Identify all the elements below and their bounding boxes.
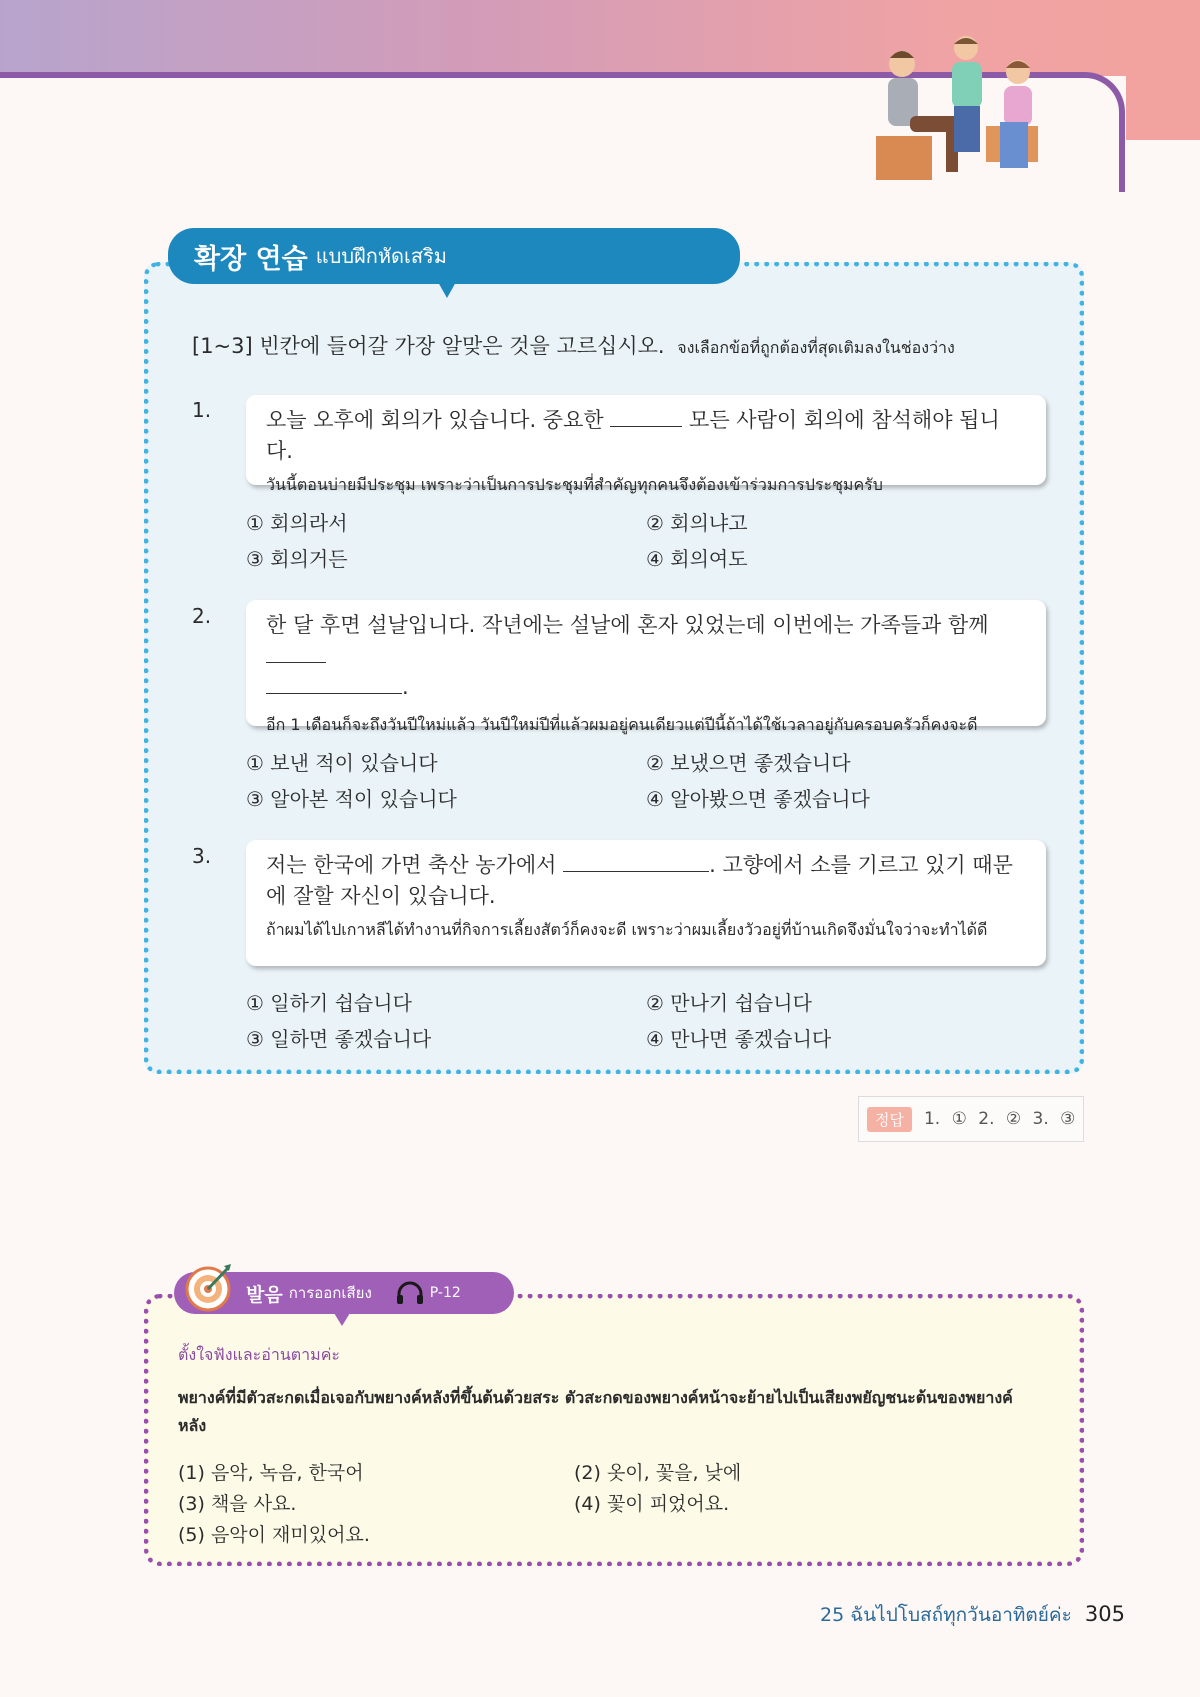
- practice-title-th: แบบฝึกหัดเสริม: [315, 244, 447, 268]
- question-2-number: 2.: [192, 604, 212, 628]
- question-2-translation: อีก 1 เดือนก็จะถึงวันปีใหม่แล้ว วันปีใหม่ปีที่แล้วผมอยู่คนเดียวแต่ปีนี้ถ้าได้ใช้เวลาอยู่กับครอบครัวก็คงจะดี: [266, 715, 978, 734]
- instruction-th: จงเลือกข้อที่ถูกต้องที่สุดเติมลงในช่องว่าง: [677, 338, 955, 357]
- question-1-translation: วันนี้ตอนบ่ายมีประชุม เพราะว่าเป็นการประชุมที่สำคัญทุกคนจึงต้องเข้าร่วมการประชุมครับ: [266, 475, 883, 494]
- question-1-option-4[interactable]: ④ 회의여도: [646, 547, 748, 571]
- pronunciation-item-5: (5) 음악이 재미있어요.: [178, 1524, 370, 1546]
- pronunciation-item-4: (4) 꽃이 피었어요.: [574, 1493, 730, 1515]
- instruction-ko: [1~3] 빈칸에 들어갈 가장 알맞은 것을 고르십시오.: [192, 334, 665, 358]
- question-2-text-before: 한 달 후면 설날입니다. 작년에는 설날에 혼자 있었는데 이번에는 가족들과 함께: [266, 613, 989, 637]
- question-3-text-after: . 고향에서 소를 기르고 있기 때문에 잘할 자신이 있습니다.: [266, 853, 1013, 908]
- header-side-strip: [1126, 76, 1200, 140]
- question-3-text-before: 저는 한국에 가면 축산 농가에서: [266, 853, 557, 877]
- question-1-blank: [610, 406, 682, 427]
- question-3-translation: ถ้าผมได้ไปเกาหลีได้ทำงานที่กิจการเลี้ยงสัตว์ก็คงจะดี เพราะว่าผมเลี้ยงวัวอยู่ที่บ้านเกิดจึงมั่นใจว่าจะทำได้ดี: [266, 920, 988, 939]
- question-1-card: [246, 395, 1046, 494]
- page-number: 305: [1084, 1602, 1125, 1626]
- page-footer: [820, 1600, 1125, 1630]
- target-icon: [184, 1262, 234, 1312]
- question-1-option-1[interactable]: ① 회의라서: [246, 511, 348, 535]
- lesson-title: 25 ฉันไปโบสถ์ทุกวันอาทิตย์ค่ะ: [820, 1604, 1072, 1626]
- question-2-text: [266, 610, 1026, 703]
- question-2-option-4[interactable]: ④ 알아봤으면 좋겠습니다: [646, 787, 870, 811]
- pronunciation-item-1: (1) 음악, 녹음, 한국어: [178, 1462, 364, 1484]
- pronunciation-item-2: (2) 옷이, 꽃을, 낮에: [574, 1462, 742, 1484]
- instruction: [192, 330, 955, 361]
- tab-pointer: [334, 1313, 350, 1326]
- question-1-option-3[interactable]: ③ 회의거든: [246, 547, 348, 571]
- answer-label: 정답: [867, 1107, 912, 1132]
- question-3-blank: [563, 851, 709, 872]
- question-3-text: [266, 850, 1026, 912]
- answer-key: [858, 1096, 1084, 1142]
- tab-pointer: [438, 282, 456, 298]
- practice-title-ko: 확장 연습: [194, 243, 308, 275]
- answer-text: 1. ① 2. ② 3. ③: [923, 1109, 1076, 1129]
- header-corner-line: [1085, 72, 1125, 192]
- question-1-text-after: 모든 사람이 회의에 참석해야 됩니다.: [266, 408, 1000, 463]
- pronunciation-item-3: (3) 책을 사요.: [178, 1493, 297, 1515]
- pronunciation-explanation: พยางค์ที่มีตัวสะกดเมื่อเจอกับพยางค์หลังที่ขึ้นต้นด้วยสระ ตัวสะกดของพยางค์หน้าจะย้ายไปเป็นเสียงพยัญชนะต้นของพยางค์หลัง: [178, 1388, 1013, 1435]
- question-1-text: [266, 405, 1026, 467]
- audio-track-code: P-12: [429, 1285, 461, 1301]
- pronunciation-subtitle: ตั้งใจฟังและอ่านตามค่ะ: [178, 1345, 340, 1364]
- headphone-icon[interactable]: [396, 1281, 424, 1305]
- question-1-option-2[interactable]: ② 회의냐고: [646, 511, 748, 535]
- question-3-option-4[interactable]: ④ 만나면 좋겠습니다: [646, 1027, 832, 1051]
- question-2-blank-b: [266, 673, 402, 694]
- question-2-card: [246, 600, 1046, 734]
- question-2-blank-a: [266, 642, 326, 663]
- pronunciation-title-ko: 발음: [246, 1283, 283, 1306]
- question-1-number: 1.: [192, 398, 212, 422]
- question-1-text-before: 오늘 오후에 회의가 있습니다. 중요한: [266, 408, 604, 432]
- practice-title-tab: [168, 228, 740, 284]
- pronunciation-title-th: การออกเสียง: [288, 1284, 372, 1302]
- question-3-option-2[interactable]: ② 만나기 쉽습니다: [646, 991, 812, 1015]
- question-3-card: [246, 840, 1046, 966]
- people-illustration: [868, 30, 1068, 190]
- question-2-option-3[interactable]: ③ 알아본 적이 있습니다: [246, 787, 457, 811]
- question-3-option-1[interactable]: ① 일하기 쉽습니다: [246, 991, 412, 1015]
- question-2-text-after: .: [402, 675, 409, 699]
- question-3-option-3[interactable]: ③ 일하면 좋겠습니다: [246, 1027, 432, 1051]
- question-2-option-2[interactable]: ② 보냈으면 좋겠습니다: [646, 751, 851, 775]
- question-2-option-1[interactable]: ① 보낸 적이 있습니다: [246, 751, 438, 775]
- question-3-number: 3.: [192, 844, 212, 868]
